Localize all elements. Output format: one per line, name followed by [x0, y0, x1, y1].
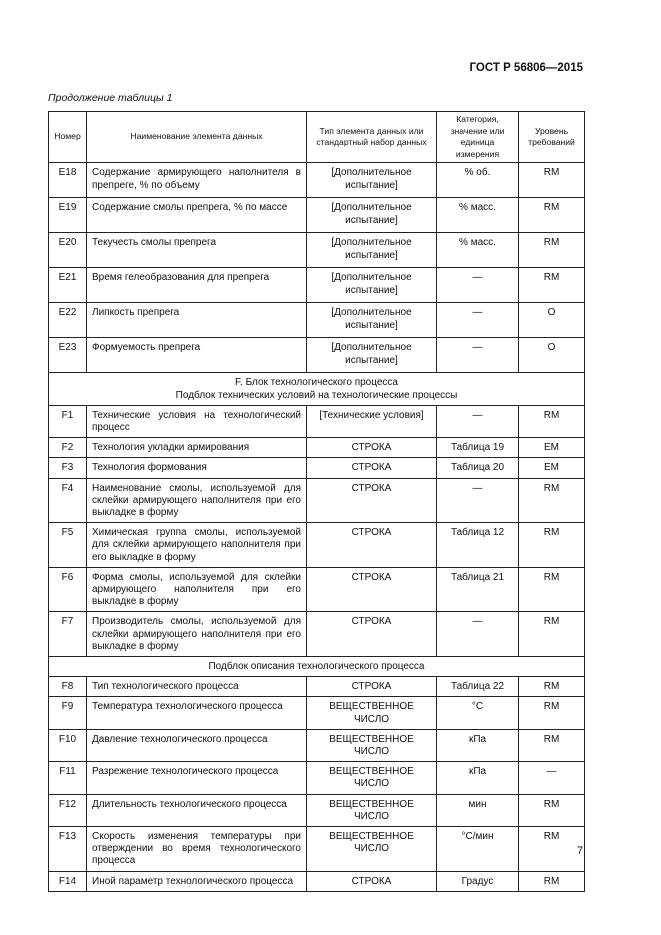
row-type: [Дополнительное испытание]	[307, 268, 437, 303]
row-number: F2	[49, 438, 87, 458]
row-category: —	[437, 338, 519, 373]
row-name: Иной параметр технологического процесса	[87, 871, 307, 891]
data-elements-table	[48, 111, 585, 892]
table-row	[49, 827, 585, 872]
table-row	[49, 163, 585, 198]
row-category: Градус	[437, 871, 519, 891]
table-row	[49, 268, 585, 303]
row-name: Время гелеобразования для препрега	[87, 268, 307, 303]
row-level: RM	[519, 523, 585, 568]
table-row	[49, 438, 585, 458]
row-number: F13	[49, 827, 87, 872]
row-level: RM	[519, 827, 585, 872]
section-title: F. Блок технологического процесса	[235, 377, 398, 389]
row-category: —	[437, 612, 519, 657]
table-row	[49, 338, 585, 373]
row-name: Технология укладки армирования	[87, 438, 307, 458]
row-category: °С	[437, 697, 519, 729]
row-category: —	[437, 405, 519, 437]
row-level: EM	[519, 458, 585, 478]
table-row	[49, 677, 585, 697]
row-type: ВЕЩЕСТВЕННОЕ ЧИСЛО	[307, 794, 437, 826]
row-number: E20	[49, 233, 87, 268]
table-caption: Продолжение таблицы 1	[48, 92, 173, 104]
row-number: F9	[49, 697, 87, 729]
table-row	[49, 729, 585, 761]
row-level: RM	[519, 612, 585, 657]
row-name: Технические условия на технологический процесс	[87, 405, 307, 437]
column-header-number: Номер	[49, 112, 87, 163]
row-type: СТРОКА	[307, 612, 437, 657]
row-number: F14	[49, 871, 87, 891]
row-level: EM	[519, 438, 585, 458]
row-number: F5	[49, 523, 87, 568]
row-name: Производитель смолы, используемой для склейки армирующего наполнителя при его выкладке в форму	[87, 612, 307, 657]
row-type: СТРОКА	[307, 677, 437, 697]
row-type: [Технические условия]	[307, 405, 437, 437]
row-type: СТРОКА	[307, 871, 437, 891]
row-number: F6	[49, 567, 87, 612]
row-number: F12	[49, 794, 87, 826]
row-level: RM	[519, 478, 585, 523]
table-row	[49, 567, 585, 612]
row-name: Разрежение технологического процесса	[87, 762, 307, 794]
column-header-level: Уровень требований	[519, 112, 585, 163]
row-type: [Дополнительное испытание]	[307, 233, 437, 268]
row-level: RM	[519, 677, 585, 697]
row-level: RM	[519, 794, 585, 826]
column-header-category: Категория, значение или единица измерения	[437, 112, 519, 163]
row-category: % масс.	[437, 233, 519, 268]
row-category: —	[437, 478, 519, 523]
row-number: E22	[49, 303, 87, 338]
subsection-f2-heading	[49, 657, 585, 677]
row-name: Формуемость препрега	[87, 338, 307, 373]
row-name: Химическая группа смолы, используемой для склейки армирующего наполнителя при его выкладке в форму	[87, 523, 307, 568]
row-type: ВЕЩЕСТВЕННОЕ ЧИСЛО	[307, 762, 437, 794]
row-type: [Дополнительное испытание]	[307, 198, 437, 233]
table-row	[49, 612, 585, 657]
row-category: Таблица 20	[437, 458, 519, 478]
row-category: % масс.	[437, 198, 519, 233]
table-header-row	[49, 112, 585, 163]
row-category: кПа	[437, 729, 519, 761]
row-number: E21	[49, 268, 87, 303]
table-row	[49, 198, 585, 233]
row-number: F7	[49, 612, 87, 657]
subsection-title: Подблок описания технологического процесса	[49, 657, 585, 677]
page-number: 7	[576, 845, 583, 857]
row-level: RM	[519, 871, 585, 891]
row-category: Таблица 21	[437, 567, 519, 612]
table-row	[49, 303, 585, 338]
table-row	[49, 762, 585, 794]
row-type: СТРОКА	[307, 567, 437, 612]
row-name: Форма смолы, используемой для склейки армирующего наполнителя при его выкладке в форму	[87, 567, 307, 612]
table-row	[49, 697, 585, 729]
row-number: F4	[49, 478, 87, 523]
row-number: F1	[49, 405, 87, 437]
row-level: RM	[519, 233, 585, 268]
row-number: E23	[49, 338, 87, 373]
row-level: RM	[519, 198, 585, 233]
table-row	[49, 405, 585, 437]
table-row	[49, 871, 585, 891]
table-row	[49, 458, 585, 478]
row-number: E18	[49, 163, 87, 198]
standard-code: ГОСТ Р 56806—2015	[469, 62, 583, 74]
table-row	[49, 233, 585, 268]
row-category: —	[437, 268, 519, 303]
row-number: F8	[49, 677, 87, 697]
row-type: ВЕЩЕСТВЕННОЕ ЧИСЛО	[307, 697, 437, 729]
row-type: ВЕЩЕСТВЕННОЕ ЧИСЛО	[307, 729, 437, 761]
section-subtitle: Подблок технических условий на технологические процессы	[175, 389, 458, 401]
block-f2-rows	[49, 677, 585, 892]
row-type: СТРОКА	[307, 478, 437, 523]
row-name: Скорость изменения температуры при отверждении во время технологического процесса	[87, 827, 307, 872]
row-category: Таблица 19	[437, 438, 519, 458]
row-name: Наименование смолы, используемой для склейки армирующего наполнителя при его выкладке в форму	[87, 478, 307, 523]
row-category: °С/мин	[437, 827, 519, 872]
row-level: —	[519, 762, 585, 794]
block-e-rows	[49, 163, 585, 373]
row-number: F3	[49, 458, 87, 478]
section-heading-cell	[49, 373, 585, 405]
column-header-type: Тип элемента данных или стандартный набор данных	[307, 112, 437, 163]
row-category: —	[437, 303, 519, 338]
row-level: O	[519, 303, 585, 338]
row-number: F11	[49, 762, 87, 794]
row-level: RM	[519, 163, 585, 198]
table-row	[49, 478, 585, 523]
row-type: СТРОКА	[307, 523, 437, 568]
row-category: кПа	[437, 762, 519, 794]
section-f-heading	[49, 373, 585, 405]
block-f1-rows	[49, 405, 585, 656]
row-level: RM	[519, 405, 585, 437]
row-type: [Дополнительное испытание]	[307, 338, 437, 373]
row-name: Текучесть смолы препрега	[87, 233, 307, 268]
row-level: RM	[519, 567, 585, 612]
row-name: Давление технологического процесса	[87, 729, 307, 761]
row-type: ВЕЩЕСТВЕННОЕ ЧИСЛО	[307, 827, 437, 872]
row-type: [Дополнительное испытание]	[307, 163, 437, 198]
row-name: Содержание смолы препрега, % по массе	[87, 198, 307, 233]
row-category: Таблица 12	[437, 523, 519, 568]
row-name: Содержание армирующего наполнителя в препреге, % по объему	[87, 163, 307, 198]
row-name: Липкость препрега	[87, 303, 307, 338]
row-number: E19	[49, 198, 87, 233]
row-category: % об.	[437, 163, 519, 198]
row-category: Таблица 22	[437, 677, 519, 697]
row-name: Температура технологического процесса	[87, 697, 307, 729]
table-row	[49, 794, 585, 826]
row-name: Тип технологического процесса	[87, 677, 307, 697]
row-type: СТРОКА	[307, 438, 437, 458]
row-number: F10	[49, 729, 87, 761]
row-level: RM	[519, 697, 585, 729]
row-level: RM	[519, 268, 585, 303]
row-type: СТРОКА	[307, 458, 437, 478]
row-category: мин	[437, 794, 519, 826]
row-level: O	[519, 338, 585, 373]
table-row	[49, 523, 585, 568]
row-name: Технология формования	[87, 458, 307, 478]
row-level: RM	[519, 729, 585, 761]
row-type: [Дополнительное испытание]	[307, 303, 437, 338]
column-header-name: Наименование элемента данных	[87, 112, 307, 163]
row-name: Длительность технологического процесса	[87, 794, 307, 826]
